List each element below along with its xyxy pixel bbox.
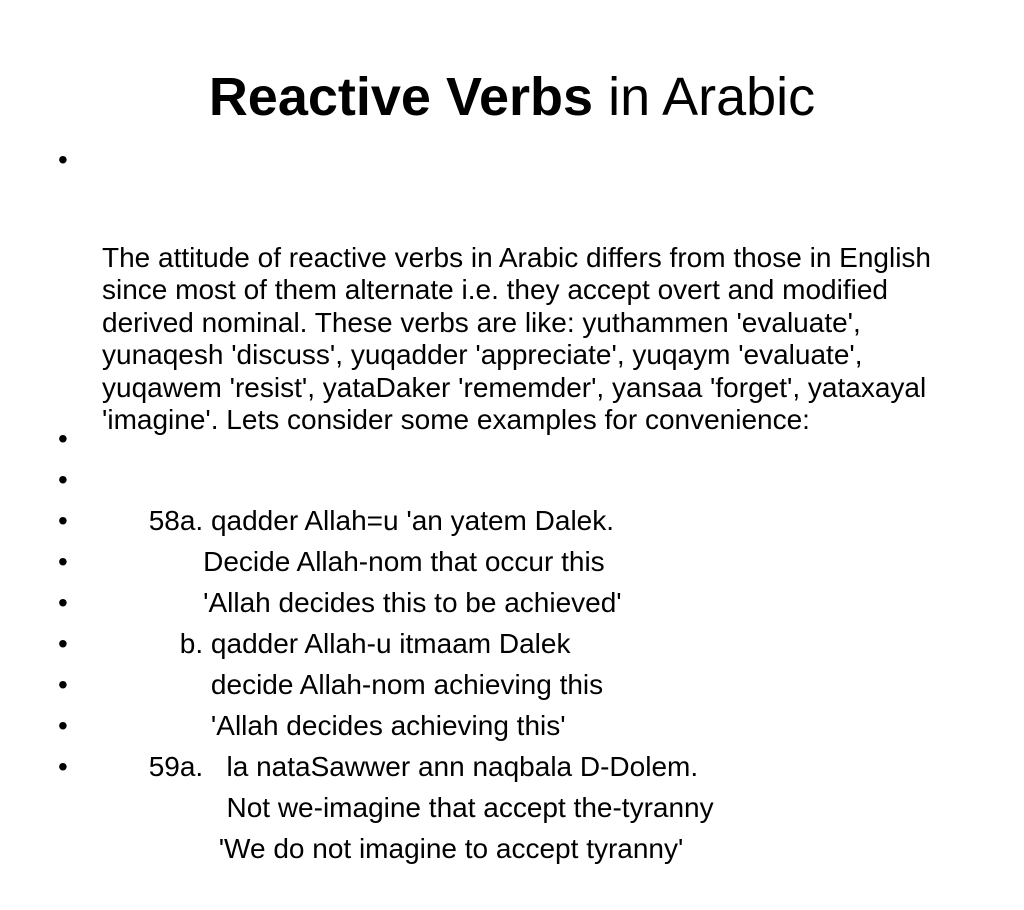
title-rest-part: in Arabic	[593, 67, 816, 127]
bullet-text: 59a. la nataSawwer ann naqbala D-Dolem.	[148, 751, 699, 782]
bullet-text: Not we-imagine that accept the-tyranny	[148, 792, 714, 823]
bullet-marker: •	[58, 669, 68, 700]
bullet-marker: •	[58, 423, 68, 454]
bullet-text: The attitude of reactive verbs in Arabic differs from those in English since most of them alternate i.e. they accept overt and modified derived nominal. These verbs are like: yuthammen 'evaluate', yunaqesh 'discuss', yuqadder 'appreciate', yuqaym 'evaluate', yuqawem 'resist', yataDaker 'rememder', yansaa 'forget', yataxayal 'imagine'. Lets consider some examples for convenience:	[102, 241, 932, 435]
bullet-text: 'Allah decides achieving this'	[148, 710, 566, 741]
bullet-marker: •	[58, 505, 68, 536]
bullet-marker: •	[58, 628, 68, 659]
bullet-item	[58, 418, 978, 536]
bullet-text: b. qadder Allah-u itmaam Dalek	[148, 628, 571, 659]
bullet-list	[58, 144, 978, 864]
slide-title	[0, 62, 1024, 132]
bullet-marker: •	[58, 710, 68, 741]
bullet-text: decide Allah-nom achieving this	[148, 669, 604, 700]
bullet-text: Decide Allah-nom that occur this	[148, 546, 605, 577]
bullet-marker: •	[58, 546, 68, 577]
bullet-marker: •	[58, 144, 68, 175]
title-bold-part: Reactive Verbs	[208, 67, 594, 127]
bullet-marker: •	[58, 587, 68, 618]
bullet-item	[58, 144, 978, 435]
bullet-text: 'We do not imagine to accept tyranny'	[148, 833, 684, 864]
bullet-marker: •	[58, 751, 68, 782]
bullet-marker: •	[58, 464, 68, 495]
bullet-text: 58a. qadder Allah=u 'an yatem Dalek.	[148, 505, 615, 536]
bullet-text: 'Allah decides this to be achieved'	[148, 587, 622, 618]
